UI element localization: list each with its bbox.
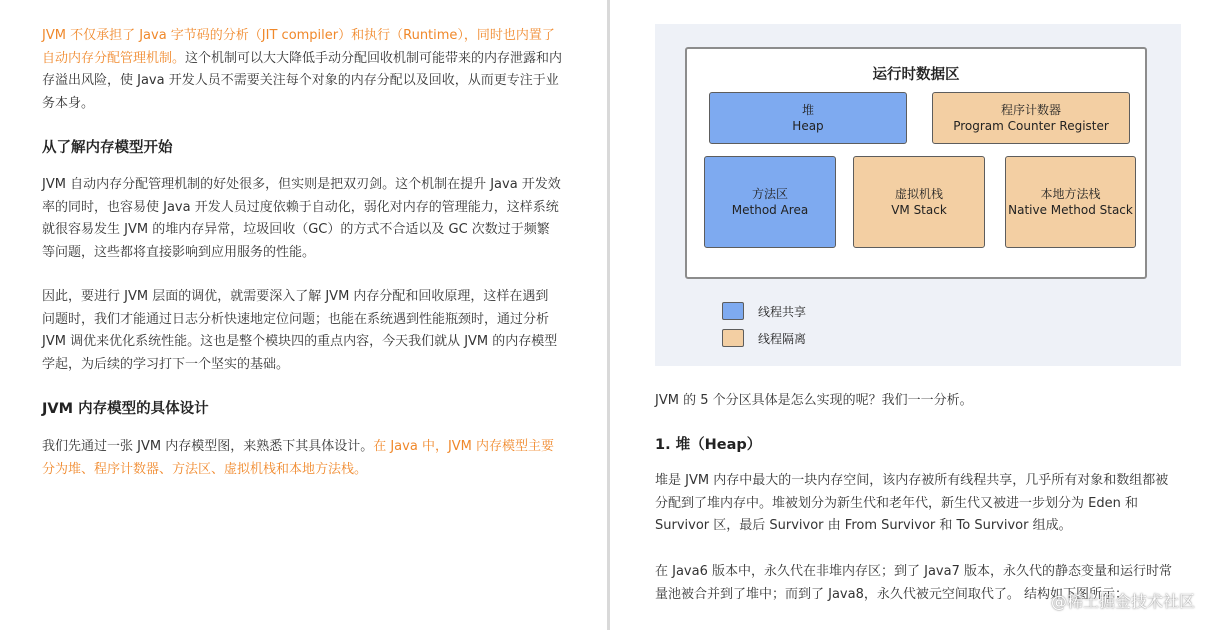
legend-shared-label: 线程共享	[758, 304, 807, 319]
heap-block	[709, 92, 907, 144]
heap-label-en: Heap	[792, 119, 824, 133]
paragraph-tuning	[42, 286, 557, 376]
runtime-data-area-frame	[685, 47, 1147, 279]
legend-isolated-swatch	[722, 329, 744, 347]
heap-para-line-1: 堆是 JVM 内存中最大的一块内存空间，该内存被所有线程共享，几乎所有对象和数组都被	[655, 473, 1169, 488]
native-method-stack-block	[1005, 156, 1136, 248]
pc-label-en: Program Counter Register	[953, 119, 1109, 133]
paragraph-model-intro	[42, 436, 554, 481]
native-stack-label-cn: 本地方法栈	[1040, 187, 1101, 201]
para3-line-3: JVM 调优来优化系统性能。这也是整个模块四的重点内容，今天我们就从 JVM 的内存模型	[42, 334, 558, 349]
method-area-label-en: Method Area	[731, 203, 809, 217]
permgen-para-line-2: 量池被合并到了堆中；而到了 Java8，永久代被元空间取代了。 结构如下图所示：	[655, 586, 1128, 602]
permgen-para-line-1: 在 Java6 版本中，永久代在非堆内存区；到了 Java7 版本，永久代的静态变量和运行时常	[655, 564, 1172, 579]
legend-isolated-label: 线程隔离	[758, 331, 807, 346]
intro-paragraph	[42, 25, 562, 115]
para2-line-1: JVM 自动内存分配管理机制的好处很多，但实则是把双刃剑。这个机制在提升 Java 开发效	[42, 177, 561, 192]
para4-line-2: 分为堆、程序计数器、方法区、虚拟机栈和本地方法栈。	[42, 461, 368, 477]
para3-line-4: 学起，为后续的学习打下一个坚实的基础。	[42, 356, 290, 372]
intro-line-2-highlight: 自动内存分配管理机制。	[42, 50, 186, 66]
right-page	[610, 0, 1213, 630]
legend-isolated	[722, 328, 806, 348]
legend-shared	[722, 301, 806, 321]
section-heading-memory-model: 从了解内存模型开始	[42, 140, 173, 156]
heap-para-line-3: Survivor 区，最后 Survivor 由 From Survivor 和 To Survivor 组成。	[655, 518, 1072, 533]
paragraph-heap	[655, 470, 1168, 538]
para2-line-3: 就很容易发生 JVM 的堆内存异常，垃圾回收（GC）的方式不合适以及 GC 次数过于频繁	[42, 222, 550, 237]
section-heading-heap: 1. 堆（Heap）	[655, 437, 762, 453]
runtime-data-area-diagram	[655, 24, 1181, 366]
diagram-title: 运行时数据区	[872, 67, 960, 83]
program-counter-block	[932, 92, 1130, 144]
heap-para-line-2: 分配到了堆内存中。堆被划分为新生代和老年代，新生代又被进一步划分为 Eden 和	[655, 495, 1138, 511]
method-area-block	[704, 156, 836, 248]
para4-line-1-highlight: 在 Java 中，JVM 内存模型主要	[373, 439, 555, 454]
right-para1-line: JVM 的 5 个分区具体是怎么实现的呢？我们一一分析。	[655, 393, 973, 408]
vm-stack-label-en: VM Stack	[891, 203, 947, 217]
intro-line-3: 存溢出风险，使 Java 开发人员不需要关注每个对象的内存分配以及回收，从而更专注于业	[42, 73, 559, 88]
intro-line-4: 务本身。	[42, 95, 95, 111]
para4-line-1	[42, 436, 554, 459]
intro-line-2	[42, 48, 562, 71]
section-heading-design: JVM 内存模型的具体设计	[42, 401, 209, 417]
native-stack-label-en: Native Method Stack	[1008, 203, 1133, 217]
para4-line-1-plain: 我们先通过一张 JVM 内存模型图，来熟悉下其具体设计。	[42, 439, 374, 454]
para2-line-4: 等问题，这些都将直接影响到应用服务的性能。	[42, 244, 316, 260]
method-area-label-cn: 方法区	[751, 187, 788, 201]
para2-line-2: 率的同时，也容易使 Java 开发人员过度依赖于自动化，弱化对内存的管理能力，这样系统	[42, 199, 559, 215]
watermark: @稀土掘金技术社区	[1050, 592, 1195, 611]
vm-stack-block	[853, 156, 985, 248]
pc-label-cn: 程序计数器	[1000, 103, 1061, 117]
paragraph-double-edged	[42, 174, 561, 264]
para3-line-1: 因此，要进行 JVM 层面的调优，就需要深入了解 JVM 内存分配和回收原理，这样在遇到	[42, 289, 549, 304]
intro-line-1: JVM 不仅承担了 Java 字节码的分析（JIT compiler）和执行（Runtime），同时也内置了	[42, 28, 555, 43]
paragraph-analysis-intro	[655, 390, 973, 413]
para3-line-2: 问题时，我们才能通过日志分析快速地定位问题；也能在系统遇到性能瓶颈时，通过分析	[42, 311, 550, 327]
intro-line-2-tail: 这个机制可以大大降低手动分配回收机制可能带来的内存泄露和内	[185, 50, 563, 66]
legend-shared-swatch	[722, 302, 744, 320]
heap-label-cn: 堆	[801, 103, 814, 117]
vm-stack-label-cn: 虚拟机栈	[894, 187, 943, 201]
